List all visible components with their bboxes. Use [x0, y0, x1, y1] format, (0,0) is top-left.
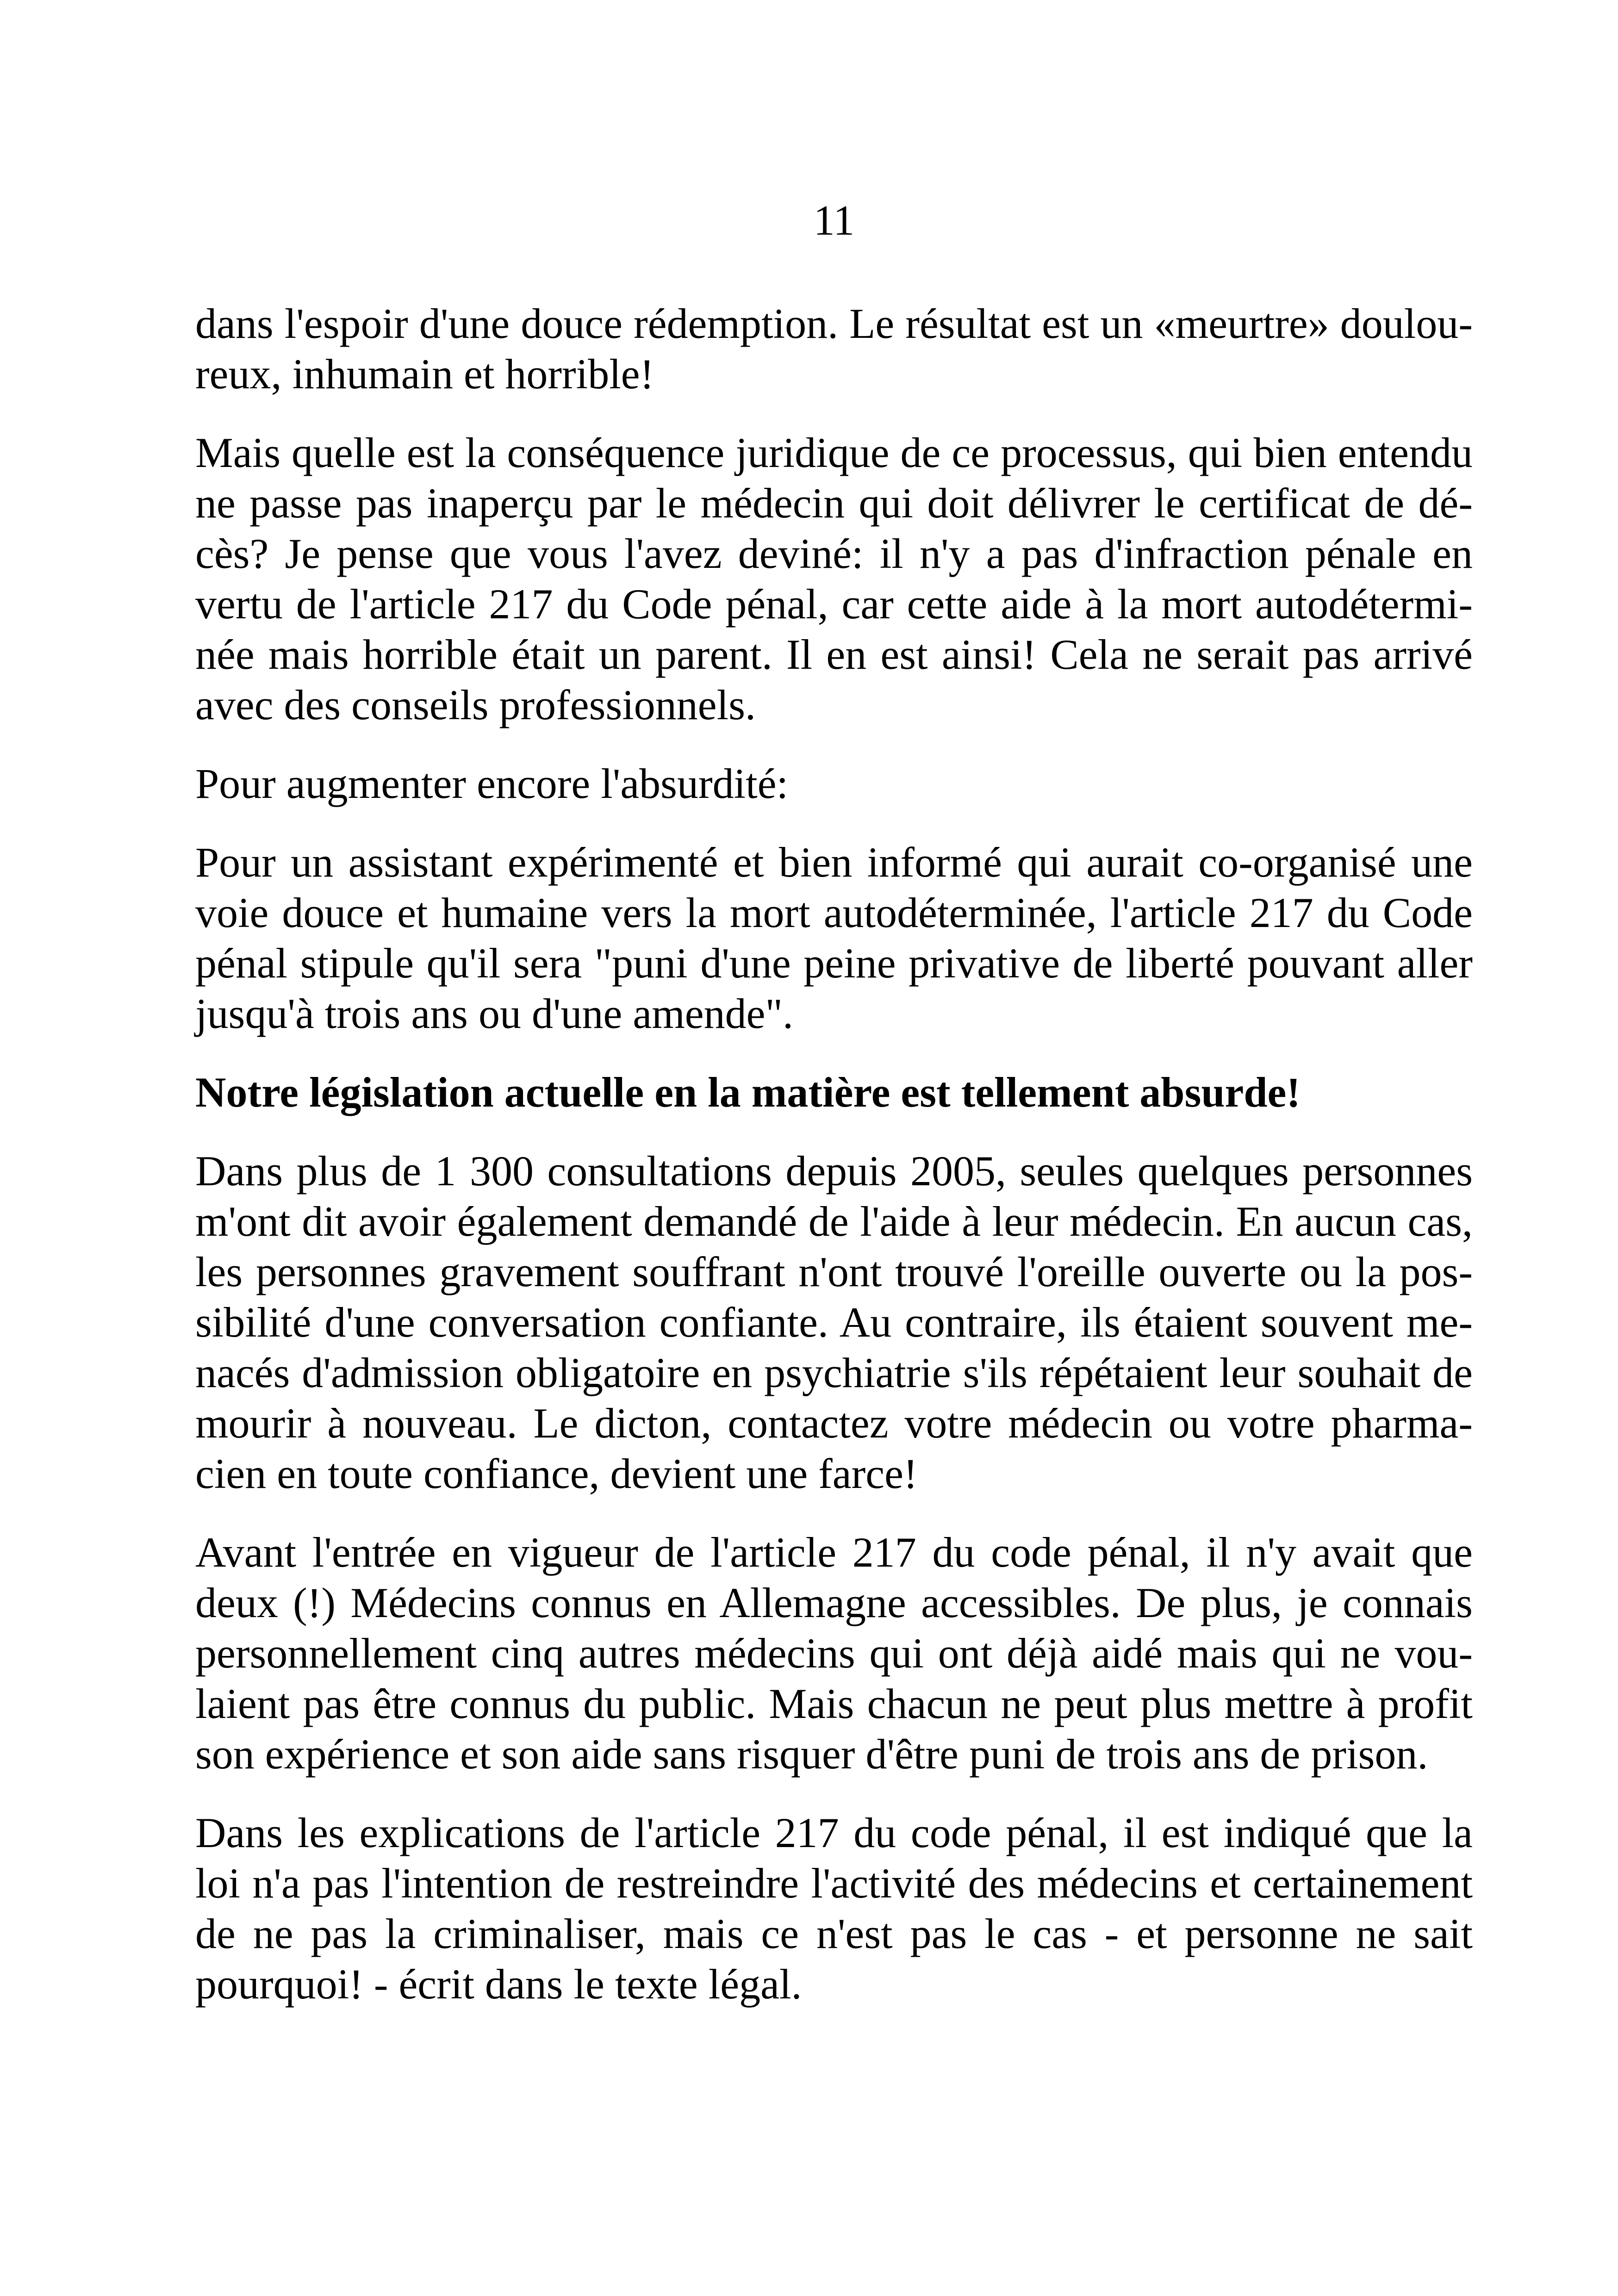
paragraph: [195, 759, 1473, 809]
text-line: pourquoi! - écrit dans le texte légal.: [195, 1960, 802, 2008]
text-line: son expérience et son aide sans risquer d'être puni de trois ans de prison.: [195, 1730, 1428, 1778]
text-line: sibilité d'une conversation confiante. Au contraire, ils étaient souvent me-: [195, 1299, 1473, 1346]
page-number: 11: [813, 197, 855, 244]
text-line: Mais quelle est la conséquence juridique de ce processus, qui bien entendu: [195, 429, 1473, 476]
paragraph: [195, 428, 1473, 730]
text-line: ne passe pas inaperçu par le médecin qui doit délivrer le certificat de dé-: [195, 479, 1473, 527]
text-line: loi n'a pas l'intention de restreindre l'activité des médecins et certainement: [195, 1860, 1473, 1907]
text-line: Pour un assistant expérimenté et bien informé qui aurait co-organisé une: [195, 839, 1473, 886]
text-line: née mais horrible était un parent. Il en est ainsi! Cela ne serait pas arrivé: [195, 631, 1473, 678]
text-line: Dans plus de 1 300 consultations depuis 2005, seules quelques personnes: [195, 1147, 1473, 1195]
page-body: [195, 299, 1473, 2038]
paragraph: [195, 1146, 1473, 1499]
text-line: Dans les explications de l'article 217 du code pénal, il est indiqué que la: [195, 1809, 1473, 1856]
text-line: vertu de l'article 217 du Code pénal, car cette aide à la mort autodétermi-: [195, 580, 1473, 628]
text-line: cès? Je pense que vous l'avez deviné: il n'y a pas d'infraction pénale en: [195, 530, 1473, 577]
paragraph: [195, 837, 1473, 1039]
text-line: Avant l'entrée en vigueur de l'article 217 du code pénal, il n'y avait que: [195, 1529, 1473, 1576]
bold-statement: [195, 1067, 1473, 1118]
text-line: de ne pas la criminaliser, mais ce n'est pas le cas - et personne ne sait: [195, 1910, 1473, 1957]
text-line: nacés d'admission obligatoire en psychiatrie s'ils répétaient leur souhait de: [195, 1349, 1473, 1396]
paragraph: [195, 1808, 1473, 2010]
paragraph: [195, 299, 1473, 399]
text-line: Pour augmenter encore l'absurdité:: [195, 760, 789, 807]
text-line: Notre législation actuelle en la matière est tellement absurde!: [195, 1069, 1301, 1116]
paragraph: [195, 1527, 1473, 1780]
text-line: les personnes gravement souffrant n'ont trouvé l'oreille ouverte ou la pos-: [195, 1248, 1473, 1295]
text-line: reux, inhumain et horrible!: [195, 350, 654, 398]
text-line: dans l'espoir d'une douce rédemption. Le résultat est un «meurtre» doulou-: [195, 300, 1473, 347]
text-line: laient pas être connus du public. Mais chacun ne peut plus mettre à profit: [195, 1680, 1473, 1727]
text-line: voie douce et humaine vers la mort autodéterminée, l'article 217 du Code: [195, 889, 1473, 936]
text-line: mourir à nouveau. Le dicton, contactez votre médecin ou votre pharma-: [195, 1400, 1473, 1447]
text-line: m'ont dit avoir également demandé de l'aide à leur médecin. En aucun cas,: [195, 1198, 1473, 1245]
text-line: cien en toute confiance, devient une farce!: [195, 1450, 918, 1497]
text-line: deux (!) Médecins connus en Allemagne accessibles. De plus, je connais: [195, 1579, 1473, 1626]
text-line: jusqu'à trois ans ou d'une amende".: [195, 990, 793, 1037]
text-line: avec des conseils professionnels.: [195, 681, 756, 728]
text-line: personnellement cinq autres médecins qui ont déjà aidé mais qui ne vou-: [195, 1630, 1473, 1677]
text-line: pénal stipule qu'il sera "puni d'une peine privative de liberté pouvant aller: [195, 940, 1473, 987]
